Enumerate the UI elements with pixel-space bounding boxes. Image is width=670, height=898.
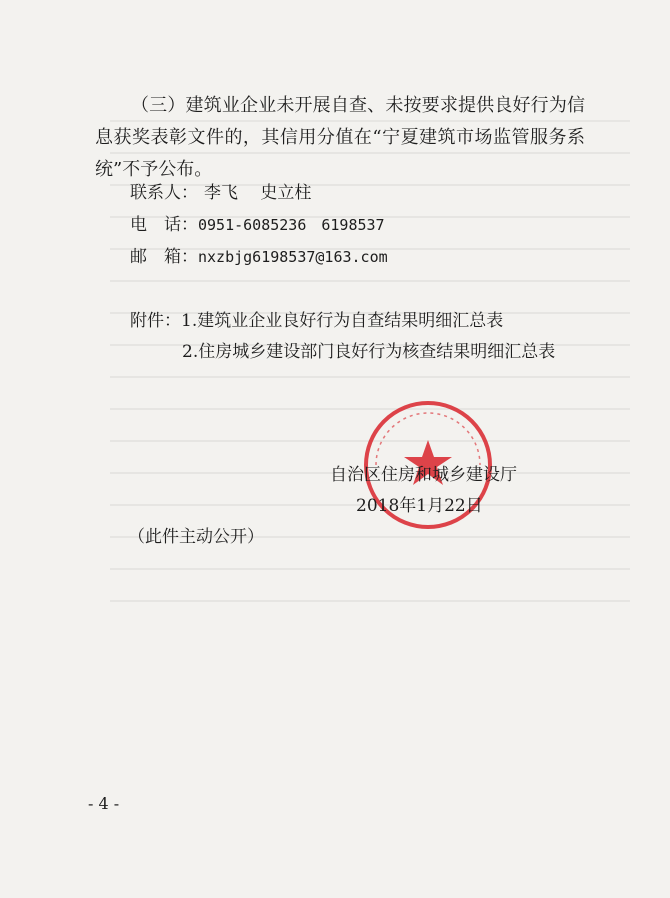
signature-org: 自治区住房和城乡建设厅 [330, 465, 517, 485]
contact-names: 李飞 史立柱 [204, 183, 312, 203]
attachment-line-2 [182, 340, 555, 364]
attachment-line-1 [130, 309, 503, 333]
email-line [130, 245, 388, 269]
email-value: nxzbjg6198537@163.com [198, 248, 388, 266]
attachment-label: 附件： [130, 311, 181, 331]
contact-label: 联系人： [130, 183, 198, 203]
body-paragraph: （三）建筑业企业未开展自查、未按要求提供良好行为信息获奖表彰文件的，其信用分值在“宁夏建筑市场监管服务系统”不予公布。 [95, 95, 585, 180]
attachment-item-2: 2.住房城乡建设部门良好行为核查结果明细汇总表 [182, 342, 556, 362]
phone-label: 电 话： [130, 215, 198, 235]
page-number: - 4 - [88, 794, 120, 813]
contact-line [130, 181, 311, 205]
signature-date: 2018年1月22日 [356, 496, 483, 516]
disclosure-note: （此件主动公开） [128, 527, 264, 547]
phone-value: 0951-6085236 6198537 [198, 216, 385, 234]
phone-line [130, 213, 385, 237]
email-label: 邮 箱： [130, 247, 198, 267]
attachment-item-1: 1.建筑业企业良好行为自查结果明细汇总表 [181, 311, 504, 331]
